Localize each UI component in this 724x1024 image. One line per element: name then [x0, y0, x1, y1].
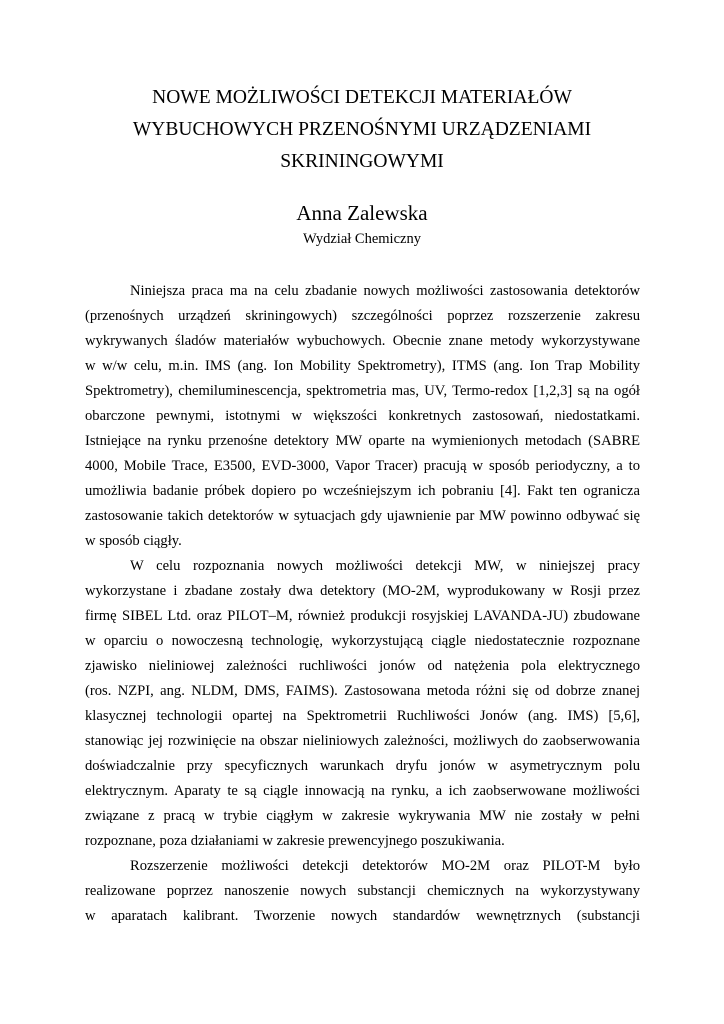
body-line: w oparciu o nowoczesną technologię, wykorzystującą ciągle niedostatecznie rozpoznane: [85, 633, 640, 649]
body-line: rozpoznane, poza działaniami w zakresie prewencyjnego poszukiwania.: [85, 833, 505, 849]
body-line: związane z pracą w trybie ciągłym w zakresie wykrywania MW nie zostały w pełni: [85, 808, 640, 824]
body-line: klasycznej technologii opartej na Spektrometrii Ruchliwości Jonów (ang. IMS) [5,6],: [85, 708, 640, 724]
body-line: w sposób ciągły.: [85, 533, 182, 549]
body-line: w aparatach kalibrant. Tworzenie nowych standardów wewnętrznych (substancji: [85, 908, 640, 924]
body-line: obarczone pewnymi, istotnymi w większości konkretnych zastosowań, niedostatkami.: [85, 408, 640, 424]
body-line: elektrycznym. Aparaty te są ciągle innowacją na rynku, a ich zaobserwowane możliwości: [85, 783, 640, 799]
body-line: stanowiąc jej rozwinięcie na obszar nieliniowych zależności, możliwych do zaobserwowania: [85, 733, 640, 749]
body-line: zastosowanie takich detektorów w sytuacjach gdy ujawnienie par MW powinno odbywać się: [85, 508, 640, 524]
body-line: realizowane poprzez nanoszenie nowych substancji chemicznych na wykorzystywany: [85, 883, 640, 899]
body-line: Rozszerzenie możliwości detekcji detektorów MO-2M oraz PILOT-M było: [130, 858, 640, 874]
body-line: W celu rozpoznania nowych możliwości detekcji MW, w niniejszej pracy: [130, 558, 640, 574]
body-line: wykrywanych śladów materiałów wybuchowych. Obecnie znane metody wykorzystywane: [85, 333, 640, 349]
body-line: Istniejące na rynku przenośne detektory MW oparte na wymienionych metodach (SABRE: [85, 433, 640, 449]
author-name: Anna Zalewska: [296, 201, 428, 225]
body-line: umożliwia badanie próbek dopiero po wcześniejszym ich pobraniu [4]. Fakt ten ogranicza: [85, 483, 640, 499]
title-line-3: SKRININGOWYMI: [280, 151, 444, 172]
body-line: firmę SIBEL Ltd. oraz PILOT–M, również produkcji rosyjskiej LAVANDA-JU) zbudowane: [85, 608, 640, 624]
body-line: zjawisko nieliniowej zależności ruchliwości jonów od natężenia pola elektrycznego: [85, 658, 640, 674]
body-line: (przenośnych urządzeń skriningowych) szczególności poprzez rozszerzenie zakresu: [85, 308, 640, 324]
body-line: Niniejsza praca ma na celu zbadanie nowych możliwości zastosowania detektorów: [130, 283, 640, 299]
body-line: w w/w celu, m.in. IMS (ang. Ion Mobility Spektrometry), ITMS (ang. Ion Trap Mobility: [85, 358, 640, 374]
title-line-2: WYBUCHOWYCH PRZENOŚNYMI URZĄDZENIAMI: [132, 119, 592, 140]
title-line-1: NOWE MOŻLIWOŚCI DETEKCJI MATERIAŁÓW: [152, 87, 572, 108]
affiliation: Wydział Chemiczny: [303, 231, 421, 247]
body-line: Spektrometry), chemiluminescencja, spektrometria mas, UV, Termo-redox [1,2,3] są na ogół: [85, 383, 640, 399]
body-line: wykorzystane i zbadane zostały dwa detektory (MO-2M, wyprodukowany w Rosji przez: [85, 583, 640, 599]
body-line: 4000, Mobile Trace, E3500, EVD-3000, Vapor Tracer) pracują w sposób periodyczny, a to: [85, 458, 640, 474]
body-line: (ros. NZPI, ang. NLDM, DMS, FAIMS). Zastosowana metoda różni się od dobrze znanej: [85, 683, 640, 699]
body-line: doświadczalnie przy specyficznych warunkach dryfu jonów w asymetrycznym polu: [85, 758, 640, 774]
